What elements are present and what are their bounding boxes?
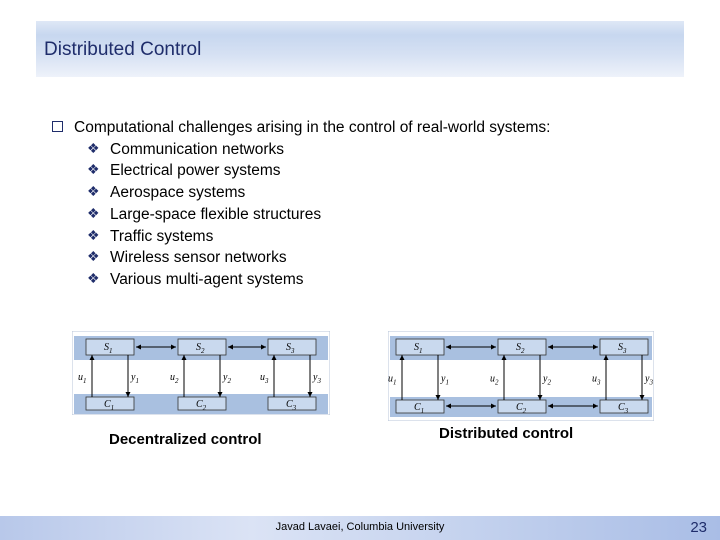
sub-bullet bbox=[52, 182, 550, 204]
sub-bullet bbox=[52, 160, 550, 182]
diamond-bullet-icon: ❖ bbox=[87, 226, 100, 243]
sub-bullet-text: Wireless sensor networks bbox=[110, 249, 287, 267]
input-label: $u_1$ bbox=[78, 372, 87, 385]
main-bullet bbox=[52, 117, 550, 139]
sub-bullet bbox=[52, 204, 550, 226]
controller-label: $C_2$ bbox=[196, 399, 207, 412]
sub-bullet-text: Aerospace systems bbox=[110, 184, 246, 202]
controller-label: $C_3$ bbox=[618, 402, 629, 415]
output-label: $y_2$ bbox=[223, 372, 231, 385]
checkbox-bullet-icon bbox=[52, 121, 63, 132]
plant-label: $S_2$ bbox=[196, 342, 205, 355]
sub-bullet-text: Traffic systems bbox=[110, 227, 214, 245]
sub-bullet-text: Electrical power systems bbox=[110, 162, 281, 180]
controller-label: $C_3$ bbox=[286, 399, 297, 412]
diamond-bullet-icon: ❖ bbox=[87, 269, 100, 286]
sub-bullet-text: Large-space flexible structures bbox=[110, 205, 322, 223]
diamond-bullet-icon: ❖ bbox=[87, 161, 100, 178]
input-label: $u_3$ bbox=[592, 373, 601, 387]
footer-bar bbox=[0, 516, 720, 540]
input-label: $u_1$ bbox=[388, 373, 397, 387]
sub-bullet bbox=[52, 269, 550, 291]
controller-label: $C_1$ bbox=[104, 399, 115, 412]
output-label: $y_3$ bbox=[645, 373, 653, 387]
distributed-control-diagram bbox=[388, 331, 654, 421]
sub-bullet bbox=[52, 247, 550, 269]
plant-label: $S_3$ bbox=[618, 342, 627, 355]
slide-title: Distributed Control bbox=[44, 39, 202, 60]
controller-label: $C_1$ bbox=[414, 402, 425, 415]
input-label: $u_2$ bbox=[490, 373, 499, 387]
decentralized-control-diagram bbox=[72, 331, 330, 415]
page-number: 23 bbox=[690, 519, 707, 536]
output-label: $y_2$ bbox=[543, 373, 551, 387]
title-bar bbox=[36, 21, 684, 77]
output-label: $y_3$ bbox=[313, 372, 321, 385]
plant-label: $S_1$ bbox=[104, 342, 113, 355]
diamond-bullet-icon: ❖ bbox=[87, 248, 100, 265]
controller-label: $C_2$ bbox=[516, 402, 527, 415]
sub-bullet-text: Various multi-agent systems bbox=[110, 270, 304, 288]
diamond-bullet-icon: ❖ bbox=[87, 139, 100, 156]
decentralized-caption: Decentralized control bbox=[109, 431, 262, 448]
distributed-caption: Distributed control bbox=[439, 425, 574, 442]
output-label: $y_1$ bbox=[441, 373, 449, 387]
plant-label: $S_3$ bbox=[286, 342, 295, 355]
input-label: $u_3$ bbox=[260, 372, 269, 385]
sub-bullet bbox=[52, 226, 550, 248]
plant-label: $S_1$ bbox=[414, 342, 423, 355]
sub-bullet-text: Communication networks bbox=[110, 140, 285, 158]
sub-bullet bbox=[52, 139, 550, 161]
plant-label: $S_2$ bbox=[516, 342, 525, 355]
bullet-list bbox=[52, 117, 550, 291]
diamond-bullet-icon: ❖ bbox=[87, 204, 100, 221]
input-label: $u_2$ bbox=[170, 372, 179, 385]
diamond-bullet-icon: ❖ bbox=[87, 183, 100, 200]
main-bullet-text: Computational challenges arising in the control of real-world systems: bbox=[74, 119, 551, 136]
footer-credit: Javad Lavaei, Columbia University bbox=[275, 521, 445, 533]
output-label: $y_1$ bbox=[131, 372, 139, 385]
